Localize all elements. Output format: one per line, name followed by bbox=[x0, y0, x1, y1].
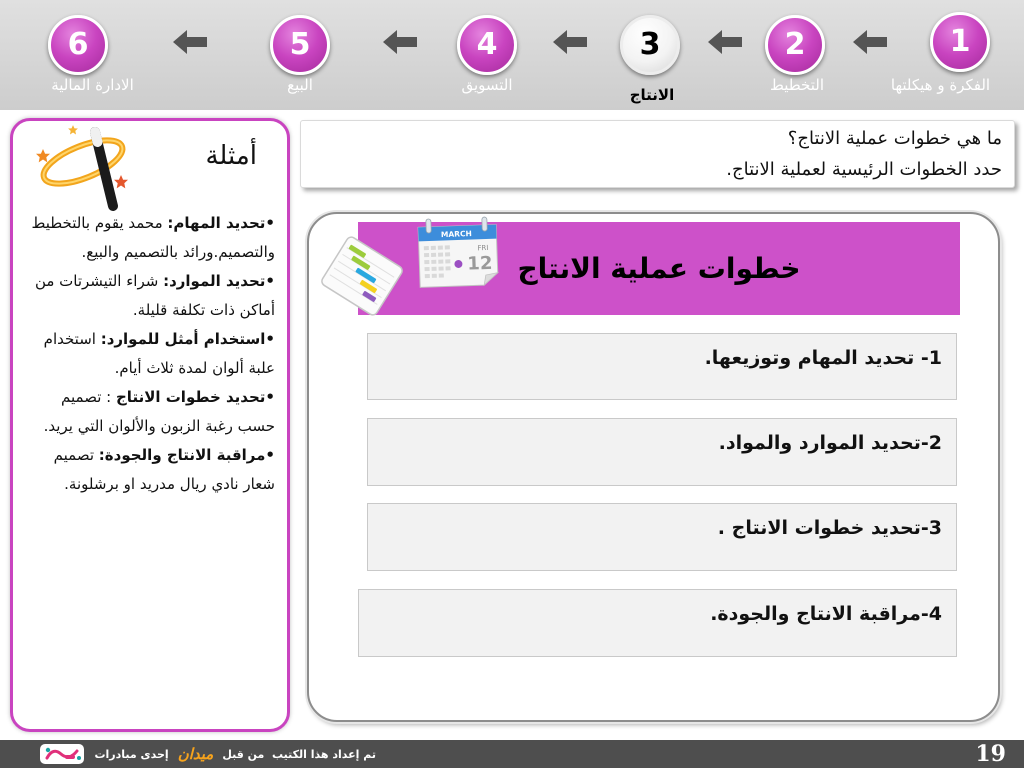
arrow-left-icon bbox=[708, 30, 742, 54]
arrow-left-icon bbox=[383, 30, 417, 54]
footer-credits bbox=[6, 740, 376, 768]
nav-step-2-label: التخطيط bbox=[769, 76, 825, 94]
example-term: •تحديد خطوات الانتاج bbox=[116, 388, 275, 406]
examples-title: أمثلة bbox=[205, 141, 257, 171]
example-item bbox=[25, 383, 275, 441]
arrow-left-icon bbox=[853, 30, 887, 54]
calendar-day: 12 bbox=[467, 252, 493, 275]
example-text: شراء التيشرتات من أماكن ذات تكلفة قليلة. bbox=[34, 272, 275, 319]
initiative-logo bbox=[39, 743, 85, 765]
example-term: •مراقبة الانتاج والجودة: bbox=[98, 446, 275, 464]
production-step-4: 4-مراقبة الانتاج والجودة. bbox=[358, 589, 957, 657]
example-item bbox=[25, 267, 275, 325]
production-step-2: 2-تحديد الموارد والمواد. bbox=[367, 418, 957, 486]
question-instruction: حدد الخطوات الرئيسية لعملية الانتاج. bbox=[726, 159, 1002, 180]
gantt-chart-icon bbox=[314, 228, 410, 324]
example-text: استخدام علبة ألوان لمدة ثلاث أيام. bbox=[43, 330, 275, 377]
nav-step-6-button[interactable]: 6 bbox=[48, 15, 108, 75]
examples-list bbox=[25, 209, 275, 499]
nav-step-5-label: البيع bbox=[287, 76, 313, 94]
example-term: •تحديد المهام: bbox=[167, 214, 275, 232]
nav-step-4-button[interactable]: 4 bbox=[457, 15, 517, 75]
nav-step-6-label: الادارة المالية bbox=[51, 76, 134, 94]
calendar-weekday: FRI bbox=[477, 243, 489, 253]
production-step-1: 1- تحديد المهام وتوزيعها. bbox=[367, 333, 957, 400]
calendar-icon bbox=[413, 214, 503, 290]
example-item bbox=[25, 441, 275, 499]
arrow-left-icon bbox=[553, 30, 587, 54]
question-box bbox=[300, 120, 1015, 188]
nav-step-1-button[interactable]: 1 bbox=[930, 12, 990, 72]
production-step-3: 3-تحديد خطوات الانتاج . bbox=[367, 503, 957, 571]
example-text: تصميم شعار نادي ريال مدريد او برشلونة. bbox=[53, 446, 275, 493]
process-navigation-bar bbox=[0, 0, 1024, 110]
example-term: •استخدام أمثل للموارد: bbox=[100, 330, 275, 348]
example-item bbox=[25, 209, 275, 267]
page-number: 19 bbox=[975, 741, 1006, 767]
nav-step-2-button[interactable]: 2 bbox=[765, 15, 825, 75]
nav-step-5-button[interactable]: 5 bbox=[270, 15, 330, 75]
footer-initiative-text: إحدى مبادرات bbox=[94, 747, 169, 761]
nav-step-4-label: التسويق bbox=[461, 76, 513, 94]
arrow-left-icon bbox=[173, 30, 207, 54]
example-text: محمد يقوم بالتخطيط والتصميم.ورائد بالتصميم والبيع. bbox=[31, 214, 275, 261]
examples-panel bbox=[10, 118, 290, 732]
example-item bbox=[25, 325, 275, 383]
nav-step-1-label: الفكرة و هيكلتها bbox=[890, 76, 991, 94]
question-text: ما هي خطوات عملية الانتاج؟ bbox=[787, 128, 1002, 149]
footer-credit-text: تم إعداد هذا الكتيب من قبل bbox=[222, 747, 376, 761]
production-steps-title: خطوات عملية الانتاج bbox=[517, 252, 801, 285]
nav-step-3-button-current[interactable]: 3 bbox=[620, 15, 680, 75]
nav-step-3-label: الانتاج bbox=[629, 86, 675, 104]
example-term: •تحديد الموارد: bbox=[163, 272, 275, 290]
magic-wand-icon bbox=[29, 122, 129, 212]
calendar-month: MARCH bbox=[440, 229, 472, 240]
organization-logo-text: ميدان bbox=[177, 745, 214, 763]
example-text: : تصميم حسب رغبة الزبون والألوان التي يريد. bbox=[43, 388, 275, 435]
footer-bar bbox=[0, 740, 1024, 768]
